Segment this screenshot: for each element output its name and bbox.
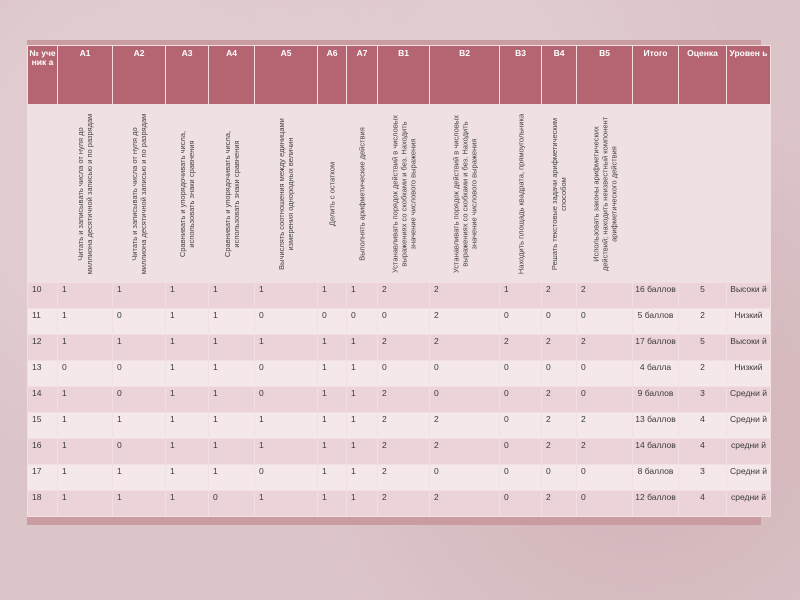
grade-cell: 2 bbox=[679, 361, 727, 387]
score-cell: 1 bbox=[113, 283, 166, 309]
skill-description-cell bbox=[577, 105, 633, 283]
table-row bbox=[28, 283, 771, 309]
column-header: Итого bbox=[633, 46, 679, 105]
skill-description-cell bbox=[347, 105, 378, 283]
level-cell: Средни й bbox=[727, 465, 771, 491]
column-header: Оценка bbox=[679, 46, 727, 105]
score-cell: 2 bbox=[542, 413, 577, 439]
skill-description-cell bbox=[209, 105, 255, 283]
score-cell: 1 bbox=[347, 491, 378, 517]
column-header: Уровен ь bbox=[727, 46, 771, 105]
total-cell: 9 баллов bbox=[633, 387, 679, 413]
score-cell: 0 bbox=[58, 361, 113, 387]
score-cell: 1 bbox=[58, 335, 113, 361]
score-cell: 1 bbox=[347, 335, 378, 361]
skill-description-text: Устанавливать порядок действий в числовых выражениях со скобками и без. Находить значение числового выражения bbox=[451, 114, 478, 273]
score-cell: 0 bbox=[113, 439, 166, 465]
score-cell: 2 bbox=[542, 335, 577, 361]
score-cell: 0 bbox=[430, 465, 500, 491]
score-cell: 1 bbox=[209, 283, 255, 309]
level-cell: Высоки й bbox=[727, 335, 771, 361]
score-cell: 0 bbox=[347, 309, 378, 335]
table-row bbox=[28, 491, 771, 517]
skill-description-text: Использовать законы арифметических действий; находить неизвестный компонент арифметического действия bbox=[591, 116, 618, 271]
score-cell: 1 bbox=[209, 413, 255, 439]
level-cell: средни й bbox=[727, 491, 771, 517]
student-number-cell: 15 bbox=[28, 413, 58, 439]
skill-description-cell bbox=[542, 105, 577, 283]
score-cell: 2 bbox=[378, 387, 430, 413]
table-body bbox=[28, 283, 771, 517]
score-cell: 1 bbox=[209, 387, 255, 413]
results-table bbox=[27, 45, 771, 517]
column-header: А2 bbox=[113, 46, 166, 105]
score-cell: 0 bbox=[255, 361, 318, 387]
score-cell: 1 bbox=[166, 491, 209, 517]
student-number-cell: 16 bbox=[28, 439, 58, 465]
skill-description-text: Читать и записывать числа от нуля до миллиона десятичной записью и по разрядам bbox=[76, 113, 94, 274]
skill-description-cell bbox=[378, 105, 430, 283]
grade-cell: 2 bbox=[679, 309, 727, 335]
skill-description-cell bbox=[255, 105, 318, 283]
score-cell: 1 bbox=[209, 361, 255, 387]
score-cell: 1 bbox=[318, 361, 347, 387]
table-row bbox=[28, 335, 771, 361]
score-cell: 0 bbox=[500, 309, 542, 335]
score-cell: 1 bbox=[318, 413, 347, 439]
score-cell: 1 bbox=[166, 283, 209, 309]
score-cell: 2 bbox=[378, 413, 430, 439]
score-cell: 2 bbox=[430, 413, 500, 439]
skill-description-text: Сравнивать и упорядочивать числа, использовать знаки сравнения bbox=[178, 130, 196, 257]
score-cell: 1 bbox=[58, 491, 113, 517]
total-cell: 14 баллов bbox=[633, 439, 679, 465]
skill-description-cell bbox=[28, 105, 58, 283]
score-cell: 1 bbox=[500, 283, 542, 309]
grade-cell: 5 bbox=[679, 283, 727, 309]
table-row bbox=[28, 361, 771, 387]
score-cell: 0 bbox=[500, 465, 542, 491]
column-header: А3 bbox=[166, 46, 209, 105]
level-cell: Низкий bbox=[727, 309, 771, 335]
score-cell: 0 bbox=[500, 361, 542, 387]
grade-cell: 5 bbox=[679, 335, 727, 361]
score-cell: 1 bbox=[318, 387, 347, 413]
score-cell: 1 bbox=[318, 465, 347, 491]
skill-description-cell bbox=[727, 105, 771, 283]
score-cell: 0 bbox=[113, 387, 166, 413]
score-cell: 0 bbox=[255, 309, 318, 335]
student-number-cell: 18 bbox=[28, 491, 58, 517]
score-cell: 1 bbox=[166, 413, 209, 439]
skill-description-cell bbox=[166, 105, 209, 283]
student-number-cell: 11 bbox=[28, 309, 58, 335]
student-number-cell: 14 bbox=[28, 387, 58, 413]
skill-description-text: Решать текстовые задачи арифметическим способом bbox=[550, 117, 568, 270]
score-cell: 0 bbox=[577, 361, 633, 387]
score-cell: 0 bbox=[113, 361, 166, 387]
score-cell: 0 bbox=[577, 491, 633, 517]
student-number-cell: 13 bbox=[28, 361, 58, 387]
skill-description-text: Сравнивать и упорядочивать числа, использовать знаки сравнения bbox=[222, 130, 241, 257]
score-cell: 1 bbox=[58, 283, 113, 309]
score-cell: 1 bbox=[318, 439, 347, 465]
skill-description-text: Выполнять арифметические действия bbox=[357, 126, 367, 261]
student-number-cell: 12 bbox=[28, 335, 58, 361]
score-cell: 1 bbox=[209, 465, 255, 491]
skill-description-text: Делить с остатком bbox=[327, 161, 337, 226]
score-cell: 1 bbox=[255, 439, 318, 465]
score-cell: 2 bbox=[430, 283, 500, 309]
score-cell: 2 bbox=[430, 491, 500, 517]
score-cell: 1 bbox=[166, 335, 209, 361]
total-cell: 17 баллов bbox=[633, 335, 679, 361]
column-header: В2 bbox=[430, 46, 500, 105]
score-cell: 0 bbox=[209, 491, 255, 517]
skill-description-cell bbox=[679, 105, 727, 283]
level-cell: Низкий bbox=[727, 361, 771, 387]
total-cell: 12 баллов bbox=[633, 491, 679, 517]
score-cell: 0 bbox=[430, 361, 500, 387]
score-cell: 1 bbox=[58, 309, 113, 335]
score-cell: 2 bbox=[378, 465, 430, 491]
score-cell: 1 bbox=[255, 283, 318, 309]
column-header: В4 bbox=[542, 46, 577, 105]
score-cell: 0 bbox=[500, 413, 542, 439]
total-cell: 8 баллов bbox=[633, 465, 679, 491]
grade-cell: 4 bbox=[679, 413, 727, 439]
level-cell: Средни й bbox=[727, 413, 771, 439]
score-cell: 0 bbox=[577, 465, 633, 491]
score-cell: 1 bbox=[318, 283, 347, 309]
header-row bbox=[28, 46, 771, 105]
score-cell: 2 bbox=[378, 491, 430, 517]
score-cell: 2 bbox=[430, 309, 500, 335]
grade-cell: 4 bbox=[679, 439, 727, 465]
score-cell: 1 bbox=[166, 387, 209, 413]
total-cell: 4 балла bbox=[633, 361, 679, 387]
score-cell: 1 bbox=[58, 387, 113, 413]
score-cell: 0 bbox=[113, 309, 166, 335]
column-header: № уче ник а bbox=[28, 46, 58, 105]
score-cell: 1 bbox=[347, 465, 378, 491]
score-cell: 1 bbox=[318, 335, 347, 361]
score-cell: 2 bbox=[542, 283, 577, 309]
column-header: В1 bbox=[378, 46, 430, 105]
student-number-cell: 17 bbox=[28, 465, 58, 491]
score-cell: 1 bbox=[113, 491, 166, 517]
table-row bbox=[28, 439, 771, 465]
score-cell: 0 bbox=[577, 309, 633, 335]
score-cell: 1 bbox=[347, 361, 378, 387]
grade-cell: 3 bbox=[679, 387, 727, 413]
score-cell: 2 bbox=[430, 335, 500, 361]
score-cell: 1 bbox=[255, 491, 318, 517]
level-cell: средни й bbox=[727, 439, 771, 465]
score-cell: 2 bbox=[577, 283, 633, 309]
skill-description-text: Находить площадь квадрата, прямоугольника bbox=[516, 113, 525, 274]
skill-description-cell bbox=[500, 105, 542, 283]
table-row bbox=[28, 309, 771, 335]
score-cell: 0 bbox=[500, 491, 542, 517]
score-cell: 2 bbox=[378, 283, 430, 309]
column-header: В5 bbox=[577, 46, 633, 105]
score-cell: 0 bbox=[577, 387, 633, 413]
table-row bbox=[28, 387, 771, 413]
score-cell: 1 bbox=[113, 413, 166, 439]
score-cell: 1 bbox=[318, 491, 347, 517]
score-cell: 1 bbox=[166, 465, 209, 491]
skill-description-text: Вычислять соотношения между единицами измерения однородных величин bbox=[277, 117, 295, 270]
score-cell: 2 bbox=[378, 335, 430, 361]
score-cell: 0 bbox=[255, 387, 318, 413]
column-header: А4 bbox=[209, 46, 255, 105]
score-cell: 0 bbox=[542, 309, 577, 335]
score-cell: 0 bbox=[255, 465, 318, 491]
score-cell: 2 bbox=[542, 387, 577, 413]
level-cell: Средни й bbox=[727, 387, 771, 413]
score-cell: 2 bbox=[577, 439, 633, 465]
score-cell: 1 bbox=[347, 283, 378, 309]
score-cell: 1 bbox=[255, 413, 318, 439]
skill-description-cell bbox=[113, 105, 166, 283]
score-cell: 2 bbox=[577, 335, 633, 361]
column-header: А5 bbox=[255, 46, 318, 105]
score-cell: 0 bbox=[500, 387, 542, 413]
score-cell: 0 bbox=[430, 387, 500, 413]
score-cell: 0 bbox=[542, 465, 577, 491]
score-cell: 0 bbox=[378, 309, 430, 335]
score-cell: 2 bbox=[542, 439, 577, 465]
score-cell: 1 bbox=[166, 309, 209, 335]
score-cell: 1 bbox=[113, 335, 166, 361]
score-cell: 0 bbox=[500, 439, 542, 465]
score-cell: 0 bbox=[318, 309, 347, 335]
score-cell: 1 bbox=[166, 439, 209, 465]
column-header: В3 bbox=[500, 46, 542, 105]
skill-description-cell bbox=[58, 105, 113, 283]
column-header: А1 bbox=[58, 46, 113, 105]
score-cell: 1 bbox=[58, 439, 113, 465]
score-cell: 1 bbox=[58, 465, 113, 491]
score-cell: 0 bbox=[378, 361, 430, 387]
skill-description-cell bbox=[318, 105, 347, 283]
total-cell: 5 баллов bbox=[633, 309, 679, 335]
score-cell: 2 bbox=[430, 439, 500, 465]
score-cell: 1 bbox=[166, 361, 209, 387]
results-table-panel bbox=[27, 40, 768, 525]
level-cell: Высоки й bbox=[727, 283, 771, 309]
score-cell: 1 bbox=[347, 439, 378, 465]
table-row bbox=[28, 413, 771, 439]
skill-description-cell bbox=[430, 105, 500, 283]
grade-cell: 3 bbox=[679, 465, 727, 491]
score-cell: 1 bbox=[255, 335, 318, 361]
score-cell: 1 bbox=[113, 465, 166, 491]
total-cell: 16 баллов bbox=[633, 283, 679, 309]
score-cell: 0 bbox=[542, 361, 577, 387]
score-cell: 2 bbox=[542, 491, 577, 517]
column-header: А6 bbox=[318, 46, 347, 105]
student-number-cell: 10 bbox=[28, 283, 58, 309]
skill-description-cell bbox=[633, 105, 679, 283]
score-cell: 1 bbox=[209, 439, 255, 465]
score-cell: 2 bbox=[577, 413, 633, 439]
table-row bbox=[28, 465, 771, 491]
score-cell: 1 bbox=[347, 387, 378, 413]
score-cell: 2 bbox=[378, 439, 430, 465]
grade-cell: 4 bbox=[679, 491, 727, 517]
score-cell: 1 bbox=[58, 413, 113, 439]
score-cell: 1 bbox=[209, 309, 255, 335]
score-cell: 2 bbox=[500, 335, 542, 361]
column-header: А7 bbox=[347, 46, 378, 105]
skill-description-text: Устанавливать порядок действий в числовых выражениях со скобками и без. Находить значение числового выражения bbox=[390, 114, 417, 273]
skill-description-row bbox=[28, 105, 771, 283]
score-cell: 1 bbox=[209, 335, 255, 361]
total-cell: 13 баллов bbox=[633, 413, 679, 439]
skill-description-text: Читать и записывать числа от нуля до миллиона десятичной записью и по разрядам bbox=[130, 113, 148, 274]
score-cell: 1 bbox=[347, 413, 378, 439]
